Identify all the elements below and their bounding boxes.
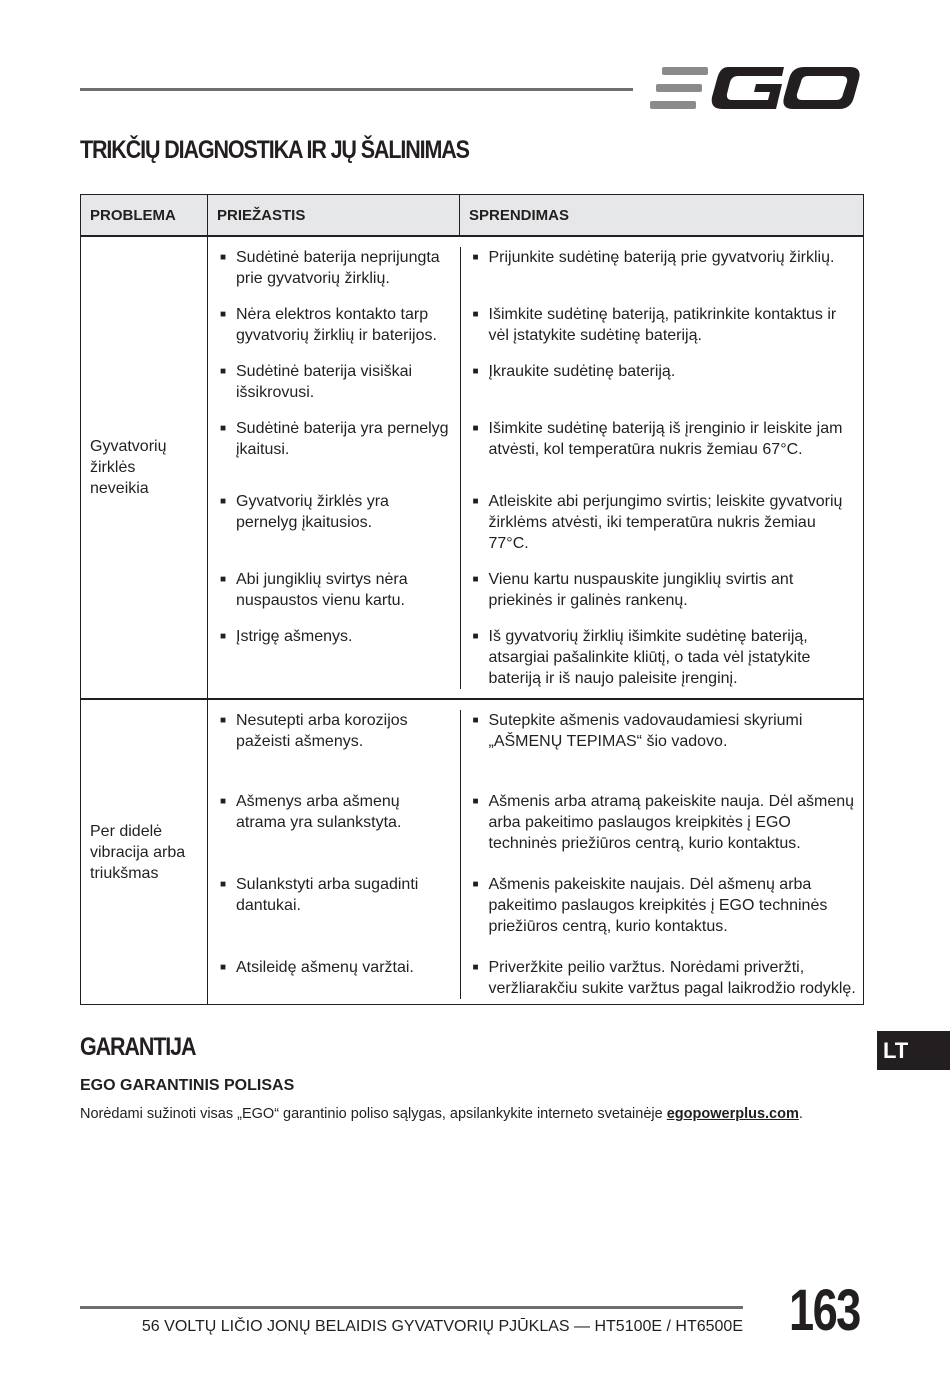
cause-item [208, 957, 460, 978]
bullet-icon: ■ [472, 252, 479, 263]
warranty-title: GARANTIJA [80, 1033, 196, 1061]
bullet-icon: ■ [472, 309, 479, 320]
solution-item [461, 418, 865, 460]
ego-logo [650, 63, 862, 113]
bullet-icon: ■ [220, 366, 227, 377]
warranty-text: Norėdami sužinoti visas „EGO“ garantinio poliso sąlygas, apsilankykite interneto svetainėje [80, 1106, 667, 1122]
cause-text: Sudėtinė baterija yra pernelyg įkaitusi. [236, 420, 449, 458]
cause-text: Atsileidę ašmenų varžtai. [236, 959, 414, 976]
solution-item [461, 491, 865, 554]
table-row [208, 476, 864, 554]
solution-text: Atleiskite abi perjungimo svirtis; leiskite gyvatvorių žirklėms atvėsti, iki temperatūra nukris žemiau 77°C. [488, 493, 843, 552]
cause-item [208, 569, 460, 611]
table-row [208, 854, 864, 937]
solution-text: Iš gyvatvorių žirklių išimkite sudėtinę bateriją, atsargiai pašalinkite kliūtį, o tada vėl įstatykite bateriją ir iš naujo paleisite įrenginį. [488, 628, 811, 687]
problem-cell: Gyvatvorių žirklės neveikia [81, 236, 208, 699]
solution-text: Ašmenis arba atramą pakeiskite nauja. Dėl ašmenų arba pakeitimo paslaugos kreipkitės į EGO techninės priežiūros centrą, kurio kontaktus. [488, 793, 855, 852]
troubleshooting-table [80, 194, 864, 1005]
solution-item [461, 957, 865, 999]
bullet-icon: ■ [220, 252, 227, 263]
bullet-icon: ■ [472, 496, 479, 507]
table-group [81, 236, 864, 699]
table-row [208, 710, 864, 772]
cause-text: Įstrigę ašmenys. [236, 628, 353, 645]
solution-text: Įkraukite sudėtinę bateriją. [488, 363, 676, 380]
bullet-icon: ■ [472, 879, 479, 890]
solution-text: Ašmenis pakeiskite naujais. Dėl ašmenų arba pakeitimo paslaugos kreipkitės į EGO techninės priežiūros centrą, kurio kontaktus. [488, 876, 828, 935]
cause-item [208, 710, 460, 752]
cause-text: Sudėtinė baterija visiškai išsikrovusi. [236, 363, 413, 401]
table-row [208, 611, 864, 689]
cause-text: Abi jungiklių svirtys nėra nuspaustos vienu kartu. [236, 571, 408, 609]
solution-item [461, 304, 865, 346]
solution-item [461, 361, 865, 382]
bullet-icon: ■ [220, 715, 227, 726]
footer-title: 56 VOLTŲ LIČIO JONŲ BELAIDIS GYVATVORIŲ PJŪKLAS — HT5100E / HT6500E [141, 1318, 743, 1335]
cause-text: Ašmenys arba ašmenų atrama yra sulankstyta. [236, 793, 402, 831]
bullet-icon: ■ [220, 879, 227, 890]
troubleshooting-title: TRIKČIŲ DIAGNOSTIKA IR JŲ ŠALINIMAS [80, 136, 469, 164]
warranty-policy-subtitle: EGO GARANTINIS POLISAS [80, 1077, 295, 1094]
table-group [81, 699, 864, 1005]
solution-item [461, 569, 865, 611]
bullet-icon: ■ [472, 423, 479, 434]
solution-text: Išimkite sudėtinę bateriją, patikrinkite kontaktus ir vėl įstatykite sudėtinę bateriją. [488, 306, 837, 344]
cause-text: Sudėtinė baterija neprijungta prie gyvatvorių žirklių. [236, 249, 440, 287]
footer-rule [80, 1306, 743, 1309]
column-header-cause: PRIEŽASTIS [208, 195, 460, 237]
solution-item [461, 247, 865, 268]
bullet-icon: ■ [220, 574, 227, 585]
solution-text: Išimkite sudėtinę bateriją iš įrenginio ir leiskite jam atvėsti, kol temperatūra nukris žemiau 67°C. [488, 420, 843, 458]
bullet-icon: ■ [220, 631, 227, 642]
table-row [208, 937, 864, 999]
header-rule [80, 88, 633, 91]
bullet-icon: ■ [220, 496, 227, 507]
table-row [208, 554, 864, 611]
bullet-icon: ■ [220, 796, 227, 807]
cause-item [208, 626, 460, 647]
bullet-icon: ■ [220, 309, 227, 320]
language-tab: LT [877, 1031, 950, 1070]
table-row [208, 772, 864, 854]
cause-item [208, 874, 460, 916]
bullet-icon: ■ [472, 715, 479, 726]
warranty-paragraph [80, 1106, 803, 1122]
table-row [208, 346, 864, 403]
bullet-icon: ■ [220, 423, 227, 434]
cause-item [208, 361, 460, 403]
problem-cell: Per didelė vibracija arba triukšmas [81, 699, 208, 1005]
solution-text: Sutepkite ašmenis vadovaudamiesi skyriumi „AŠMENŲ TEPIMAS“ šio vadovo. [488, 712, 803, 750]
cause-text: Nėra elektros kontakto tarp gyvatvorių žirklių ir baterijos. [236, 306, 437, 344]
solution-text: Vienu kartu nuspauskite jungiklių svirtis ant priekinės ir galinės rankenų. [488, 571, 794, 609]
bullet-icon: ■ [472, 962, 479, 973]
table-row [208, 403, 864, 476]
bullet-icon: ■ [472, 366, 479, 377]
warranty-text-end: . [798, 1106, 803, 1122]
table-row [208, 289, 864, 346]
website-link[interactable]: egopowerplus.com [666, 1106, 799, 1122]
page-number: 163 [789, 1278, 860, 1343]
solution-text: Priveržkite peilio varžtus. Norėdami priveržti, veržliarakčiu sukite varžtus pagal laikrodžio rodyklę. [488, 959, 856, 997]
cause-text: Nesutepti arba korozijos pažeisti ašmenys. [236, 712, 408, 750]
column-header-solution: SPRENDIMAS [460, 195, 864, 237]
cause-item [208, 491, 460, 533]
bullet-icon: ■ [220, 962, 227, 973]
bullet-icon: ■ [472, 796, 479, 807]
cause-item [208, 247, 460, 289]
cause-item [208, 304, 460, 346]
bullet-icon: ■ [472, 574, 479, 585]
table-row [208, 247, 864, 289]
cause-text: Gyvatvorių žirklės yra pernelyg įkaitusios. [236, 493, 389, 531]
solution-item [461, 874, 865, 937]
solution-item [461, 626, 865, 689]
column-header-problem: PROBLEMA [81, 195, 208, 237]
cause-item [208, 791, 460, 833]
cause-item [208, 418, 460, 460]
solution-item [461, 710, 865, 752]
solution-text: Prijunkite sudėtinę bateriją prie gyvatvorių žirklių. [488, 249, 835, 266]
bullet-icon: ■ [472, 631, 479, 642]
cause-text: Sulankstyti arba sugadinti dantukai. [236, 876, 419, 914]
solution-item [461, 791, 865, 854]
